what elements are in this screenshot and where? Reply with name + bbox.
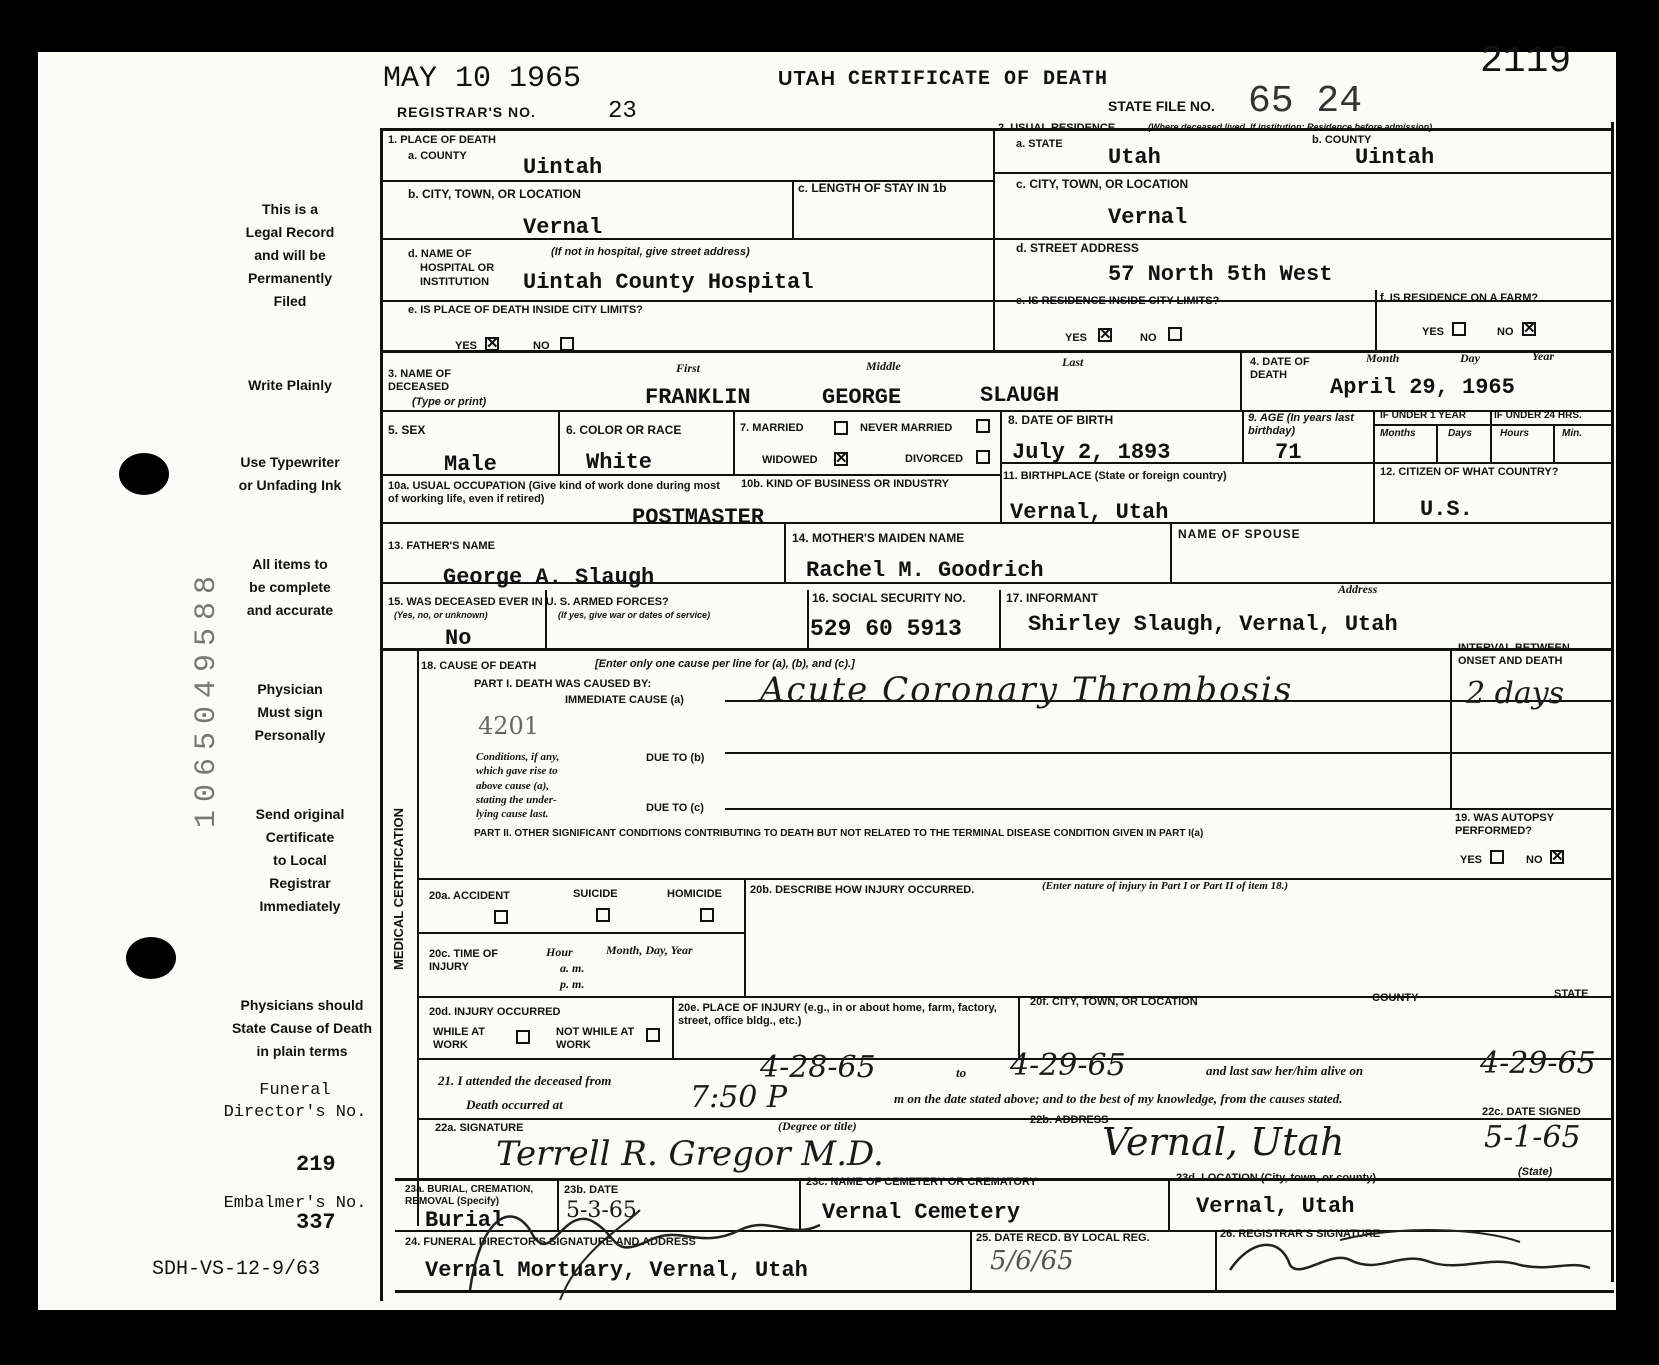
cemetery-label: 23c. NAME OF CEMETERY OR CREMATORY (806, 1176, 1037, 1188)
occupation: POSTMASTER (632, 505, 765, 530)
res-yes-label: YES (1065, 332, 1088, 344)
death-occurred-label: Death occurred at (466, 1097, 563, 1112)
widowed-label: WIDOWED (762, 454, 818, 466)
farm-yes-checkbox[interactable] (1452, 322, 1466, 336)
father-name: George A. Slaugh (443, 565, 655, 590)
pod-county: Uintah (523, 155, 603, 180)
date-signed: 5-1-65 (1484, 1120, 1581, 1155)
farm-no-checkbox[interactable] (1522, 322, 1536, 336)
title-state: UTAH (778, 68, 837, 90)
never-married-checkbox[interactable] (976, 419, 990, 433)
usual-residence-label: 2. USUAL RESIDENCE (998, 122, 1116, 134)
place-of-injury-label: 20e. PLACE OF INJURY (e.g., in or about home, farm, factory, street, office bldg., etc.) (678, 1002, 997, 1027)
date-signed-label: 22c. DATE SIGNED (1482, 1106, 1581, 1118)
death-occurred-tail: m on the date stated above; and to the best of my knowledge, from the causes stated. (894, 1091, 1343, 1106)
pod-yes-label: YES (455, 340, 478, 352)
farm-yes-label: YES (1422, 326, 1445, 338)
suicide-label: SUICIDE (573, 888, 618, 900)
last-label: Last (1062, 355, 1084, 369)
res-county-label: b. COUNTY (1312, 134, 1372, 146)
legal-record-note: This is a Legal Record and will be Permanently Filed (245, 201, 335, 310)
funeral-director-no: 219 (296, 1152, 336, 1177)
widowed-checkbox[interactable] (834, 452, 848, 466)
all-items-note: All items to be complete and accurate (246, 556, 334, 619)
burial-location-label: 23d. LOCATION (City, town, or county) (1176, 1172, 1377, 1184)
under-1-year-label: IF UNDER 1 YEAR (1380, 410, 1466, 421)
typewriter-note: Use Typewriter or Unfading Ink (238, 454, 342, 494)
res-inside-yes-checkbox[interactable] (1098, 328, 1112, 342)
write-plainly-note: Write Plainly (248, 377, 332, 393)
homicide-checkbox[interactable] (700, 908, 714, 922)
date-recd: 5/6/65 (990, 1246, 1074, 1276)
hospital-label-2: HOSPITAL OR (420, 262, 495, 274)
informant: Shirley Slaugh, Vernal, Utah (1028, 612, 1398, 637)
length-of-stay-label: c. LENGTH OF STAY IN 1b (798, 181, 947, 195)
divorced-checkbox[interactable] (976, 450, 990, 464)
certificate-title: CERTIFICATE OF DEATH (848, 68, 1109, 91)
res-state: Utah (1108, 145, 1161, 170)
form-number: SDH-VS-12-9/63 (152, 1258, 321, 1281)
physicians-should-note: Physicians should State Cause of Death in plain terms (231, 997, 373, 1060)
hospital-label-1: d. NAME OF (408, 248, 472, 260)
married-checkbox[interactable] (834, 421, 848, 435)
res-city-label: c. CITY, TOWN, OR LOCATION (1016, 177, 1189, 191)
armed-forces-note: (Yes, no, or unknown) (394, 610, 488, 620)
embalmer-label: Embalmer's No. (223, 1194, 367, 1213)
days-label: Days (1448, 428, 1472, 439)
not-while-at-work-checkbox[interactable] (646, 1028, 660, 1042)
ssn-label: 16. SOCIAL SECURITY NO. (812, 591, 966, 605)
armed-forces-note-2: (If yes, give war or dates of service) (558, 610, 711, 620)
homicide-label: HOMICIDE (667, 888, 722, 900)
injury-state-label: STATE (1554, 988, 1589, 1000)
res-inside-no-checkbox[interactable] (1168, 327, 1182, 341)
pod-county-label: a. COUNTY (408, 150, 467, 162)
date-of-death: April 29, 1965 (1330, 375, 1515, 400)
cause-note: [Enter only one cause per line for (a), (b), and (c).] (595, 658, 855, 670)
injury-occurred-label: 20d. INJURY OCCURRED (429, 1006, 561, 1018)
state-file-no-label: STATE FILE NO. (1108, 98, 1215, 114)
burial-date: 5-3-65 (566, 1198, 637, 1223)
describe-injury-note: (Enter nature of injury in Part I or Part II of item 18.) (1042, 880, 1289, 892)
dod-year-label: Year (1532, 349, 1554, 363)
accident-checkbox[interactable] (494, 910, 508, 924)
due-to-c-label: DUE TO (c) (646, 802, 704, 814)
birthplace: Vernal, Utah (1010, 500, 1169, 525)
armed-forces-label: 15. WAS DECEASED EVER IN U. S. ARMED FORCES? (388, 596, 669, 608)
race: White (586, 450, 653, 475)
middle-name: GEORGE (822, 385, 902, 410)
pod-city: Vernal (523, 215, 603, 240)
deceased-name-note: (Type or print) (412, 396, 487, 408)
burial-label: 23a. BURIAL, CREMATION, REMOVAL (Specify) (405, 1184, 534, 1207)
stamp-date: MAY 10 1965 (383, 62, 582, 96)
hospital-note: (If not in hospital, give street address) (551, 246, 750, 258)
injury-county-label: COUNTY (1372, 992, 1419, 1004)
res-inside-city-label: e. IS RESIDENCE INSIDE CITY LIMITS? (1016, 295, 1220, 307)
cause-of-death-label: 18. CAUSE OF DEATH (421, 660, 537, 672)
death-occurred-time: 7:50 P (690, 1080, 788, 1115)
conditions-note: Conditions, if any, which gave rise to above cause (a), stating the under- lying cause last. (476, 751, 560, 821)
autopsy-yes-checkbox[interactable] (1490, 850, 1504, 864)
while-at-work-checkbox[interactable] (516, 1030, 530, 1044)
vertical-film-number: 1065049588 (190, 568, 224, 829)
burial-state-label: (State) (1518, 1166, 1553, 1178)
last-saw-date: 4-29-65 (1480, 1046, 1596, 1081)
ssn: 529 60 5913 (810, 616, 962, 642)
burial-location: Vernal, Utah (1196, 1194, 1355, 1219)
am-label: a. m. (560, 961, 585, 975)
registrar-signature-label: 26. REGISTRAR'S SIGNATURE (1220, 1228, 1381, 1240)
race-label: 6. COLOR OR RACE (566, 423, 682, 437)
send-original-note: Send original Certificate to Local Registrar Immediately (255, 806, 345, 915)
degree-label: (Degree or title) (778, 1119, 857, 1133)
registrar-no: 23 (608, 98, 637, 125)
first-name: FRANKLIN (645, 385, 751, 410)
immediate-cause: Acute Coronary Thrombosis (760, 670, 1294, 710)
informant-address-label: Address (1338, 582, 1378, 596)
burial-date-label: 23b. DATE (564, 1184, 619, 1196)
icd-code: 4201 (478, 712, 540, 740)
interval: 2 days (1466, 676, 1565, 711)
physician-signature: Terrell R. Gregor M.D. (496, 1134, 884, 1174)
birth-date-label: 8. DATE OF BIRTH (1008, 413, 1114, 427)
suicide-checkbox[interactable] (596, 908, 610, 922)
birth-date: July 2, 1893 (1012, 440, 1171, 465)
attended-to: 4-29-65 (1010, 1048, 1126, 1083)
res-county: Uintah (1355, 145, 1435, 170)
mother-name: Rachel M. Goodrich (806, 558, 1044, 583)
immediate-cause-label: IMMEDIATE CAUSE (a) (565, 694, 684, 706)
autopsy-no-label: NO (1526, 854, 1543, 866)
due-to-b-label: DUE TO (b) (646, 752, 705, 764)
hour-label: Hour (546, 945, 573, 959)
age-label: 9. AGE (In years last birthday) (1248, 412, 1354, 437)
dod-day-label: Day (1460, 351, 1480, 365)
funeral-director-label: Funeral Director's No. (223, 1081, 367, 1123)
place-of-death-label: 1. PLACE OF DEATH (388, 134, 496, 146)
res-state-label: a. STATE (1016, 138, 1063, 150)
physician-note: Physician Must sign Personally (254, 681, 326, 744)
corner-number: 2119 (1480, 40, 1572, 83)
registrar-signature-scribble (1220, 1220, 1600, 1290)
pod-no-label: NO (533, 340, 550, 352)
state-file-no: 65 24 (1248, 80, 1363, 123)
business-label: 10b. KIND OF BUSINESS OR INDUSTRY (741, 478, 950, 490)
funeral-director: Vernal Mortuary, Vernal, Utah (425, 1258, 808, 1283)
res-farm-label: f. IS RESIDENCE ON A FARM? (1380, 292, 1539, 304)
hours-label: Hours (1500, 428, 1529, 439)
occupation-label: 10a. USUAL OCCUPATION (Give kind of work done during most of working life, even if retired) (388, 480, 720, 505)
res-street: 57 North 5th West (1108, 262, 1333, 287)
month-day-year-label: Month, Day, Year (606, 943, 693, 957)
registrar-no-label: REGISTRAR'S NO. (397, 104, 536, 120)
divorced-label: DIVORCED (905, 453, 964, 465)
pod-inside-city-label: e. IS PLACE OF DEATH INSIDE CITY LIMITS? (408, 304, 643, 316)
res-no-label: NO (1140, 332, 1157, 344)
medical-certification-label: MEDICAL CERTIFICATION (391, 808, 406, 971)
pm-label: p. m. (560, 977, 585, 991)
describe-injury-label: 20b. DESCRIBE HOW INJURY OCCURRED. (750, 884, 975, 896)
mother-label: 14. MOTHER'S MAIDEN NAME (792, 531, 965, 545)
cemetery-name: Vernal Cemetery (822, 1200, 1021, 1225)
hospital-label-3: INSTITUTION (420, 276, 490, 288)
while-at-work-label: WHILE AT WORK (433, 1026, 485, 1051)
pod-city-label: b. CITY, TOWN, OR LOCATION (408, 187, 581, 201)
autopsy-label: 19. WAS AUTOPSY PERFORMED? (1455, 812, 1554, 837)
physician-address-label: 22b. ADDRESS (1030, 1114, 1109, 1126)
pod-inside-yes-checkbox[interactable] (485, 337, 499, 351)
age: 71 (1275, 440, 1302, 465)
date-recd-label: 25. DATE RECD. BY LOCAL REG. (976, 1232, 1150, 1244)
burial-method: Burial (425, 1208, 505, 1233)
interval-label: INTERVAL BETWEEN ONSET AND DEATH (1458, 642, 1570, 667)
father-label: 13. FATHER'S NAME (388, 540, 495, 552)
autopsy-no-checkbox[interactable] (1550, 850, 1564, 864)
armed-forces: No (445, 626, 472, 651)
middle-label: Middle (866, 359, 901, 373)
last-name: SLAUGH (980, 383, 1060, 408)
sex: Male (444, 452, 497, 477)
punch-hole-bottom (126, 937, 176, 979)
res-street-label: d. STREET ADDRESS (1016, 241, 1139, 255)
usual-residence-note: (Where deceased lived. If institution: Residence before admission) (1148, 122, 1433, 132)
first-label: First (676, 361, 701, 375)
punch-hole-top (119, 453, 169, 495)
part-1-label: PART I. DEATH WAS CAUSED BY: (474, 678, 652, 690)
hospital-name: Uintah County Hospital (523, 270, 814, 295)
res-city: Vernal (1108, 205, 1188, 230)
date-of-death-label: 4. DATE OF DEATH (1250, 356, 1310, 381)
under-24-hrs-label: IF UNDER 24 HRS. (1494, 410, 1582, 421)
citizen-label: 12. CITIZEN OF WHAT COUNTRY? (1380, 466, 1559, 478)
citizen: U.S. (1420, 497, 1473, 522)
never-married-label: NEVER MARRIED (860, 422, 953, 434)
not-while-at-work-label: NOT WHILE AT WORK (556, 1026, 635, 1051)
min-label: Min. (1562, 428, 1582, 439)
attended-from: 4-28-65 (760, 1050, 876, 1085)
attended-label: 21. I attended the deceased from (438, 1073, 612, 1088)
birthplace-label: 11. BIRTHPLACE (State or foreign country) (1003, 470, 1227, 482)
deceased-name-label: 3. NAME OF DECEASED (388, 368, 451, 393)
embalmer-no: 337 (296, 1210, 336, 1235)
married-label: 7. MARRIED (740, 422, 804, 434)
autopsy-yes-label: YES (1460, 854, 1483, 866)
signature-label: 22a. SIGNATURE (435, 1122, 524, 1134)
to-label: to (956, 1065, 967, 1080)
funeral-director-signature-scribble (440, 1190, 900, 1310)
informant-label: 17. INFORMANT (1006, 591, 1099, 605)
time-of-injury-label: 20c. TIME OF INJURY (429, 948, 499, 973)
injury-city-label: 20f. CITY, TOWN, OR LOCATION (1030, 996, 1198, 1008)
pod-inside-no-checkbox[interactable] (560, 337, 574, 351)
accident-label: 20a. ACCIDENT (429, 890, 510, 902)
last-saw-label: and last saw her/him alive on (1206, 1063, 1364, 1078)
physician-address: Vernal, Utah (1102, 1120, 1345, 1164)
part-2-label: PART II. OTHER SIGNIFICANT CONDITIONS CONTRIBUTING TO DEATH BUT NOT RELATED TO THE TERMINAL DISEASE CONDITION GIVEN IN PART I(a) (474, 828, 1204, 839)
farm-no-label: NO (1497, 326, 1514, 338)
funeral-director-sig-label: 24. FUNERAL DIRECTOR'S SIGNATURE AND ADDRESS (405, 1236, 696, 1248)
dod-month-label: Month (1366, 351, 1400, 365)
spouse-label: NAME OF SPOUSE (1178, 527, 1301, 541)
months-label: Months (1380, 428, 1416, 439)
sex-label: 5. SEX (388, 423, 426, 437)
